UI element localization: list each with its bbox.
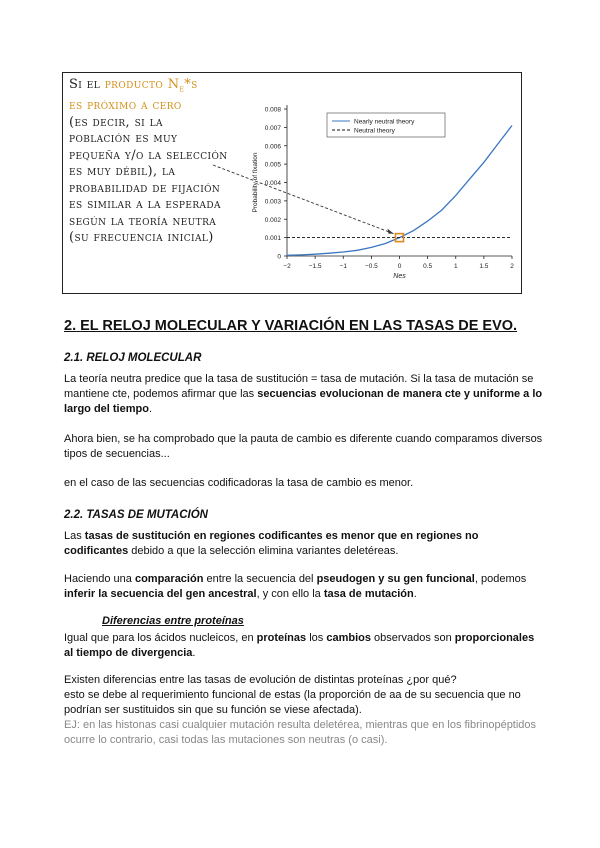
x-tick-label: 2 xyxy=(510,263,514,270)
section-heading xyxy=(64,318,517,334)
note-body: (es decir, si la población es muy pequeña y/o la selección es muy débil), la probabilidad de fijación es similar a la esperada según la teoría neutra (su frecuencia inicial) xyxy=(69,114,228,246)
x-tick-label: −1 xyxy=(339,263,347,270)
y-tick-label: 0.001 xyxy=(264,235,281,243)
pointer-arrow xyxy=(213,165,394,234)
note-sub: e xyxy=(179,84,185,94)
subsection-title-22: 2.2. TASAS DE MUTACIÓN xyxy=(64,509,208,521)
section-number: 2. xyxy=(64,318,77,334)
paragraph-22-1: Las tasas de sustitución en regiones codificantes es menor que en regiones no codificantes debido a que la selección elimina variantes deletéreas. xyxy=(64,530,479,557)
nearly-neutral-line xyxy=(287,126,512,256)
x-tick-label: 0 xyxy=(397,263,402,270)
x-tick-label: −1.5 xyxy=(308,263,322,270)
paragraph-22-4: Existen diferencias entre las tasas de evolución de distintas proteínas ¿por qué? xyxy=(64,674,457,686)
paragraph-22-6: EJ: en las histonas casi cualquier mutación resulta deletérea, mientras que en los fibrinopéptidos ocurre lo contrario, casi todas las mutaciones son neutras (o casi). xyxy=(64,719,537,746)
paragraph-21-3: en el caso de las secuencias codificadoras la tasa de cambio es menor. xyxy=(64,477,414,489)
x-tick-label: −0.5 xyxy=(364,263,378,270)
y-tick-label: 0.005 xyxy=(264,161,281,169)
y-axis-label: Probability of fixation xyxy=(252,152,259,213)
y-tick-label: 0.004 xyxy=(264,180,281,187)
subsection-title-21: 2.1. RELOJ MOLECULAR xyxy=(64,352,202,364)
paragraph-21-1: La teoría neutra predice que la tasa de sustitución = tasa de mutación. Si la tasa de mutación se mantiene cte, podemos afirmar que las secuencias evolucionan de manera cte y uniforme a lo largo del tiempo. xyxy=(64,373,543,415)
paragraph-22-2: Haciendo una comparación entre la secuencia del pseudogen y su gen funcional, podemos inferir la secuencia del gen ancestral, y con ello la tasa de mutación. xyxy=(64,573,527,600)
note-text-1: Si el xyxy=(69,77,101,92)
paragraph-21-2: Ahora bien, se ha comprobado que la pauta de cambio es diferente cuando comparamos diversos tipos de secuencias... xyxy=(64,433,543,460)
x-axis-label: Nes xyxy=(393,273,406,280)
figure-panel xyxy=(62,72,522,294)
y-tick-label: 0.007 xyxy=(264,124,281,132)
paragraph-22-3: Igual que para los ácidos nucleicos, en proteínas los cambios observados son proporcionales al tiempo de divergencia. xyxy=(64,632,535,659)
note-s: *s xyxy=(184,77,198,92)
x-tick-label: 0.5 xyxy=(423,263,433,270)
y-tick-label: 0 xyxy=(277,253,281,261)
y-tick-label: 0.008 xyxy=(264,106,281,114)
x-tick-label: −2 xyxy=(283,263,291,270)
subheading-proteins: Diferencias entre proteínas xyxy=(102,615,244,627)
paragraph-22-5: esto se debe al requerimiento funcional de estas (la proporción de aa de su secuencia que no podrían ser sustituidos sin que su función se viese afectada). xyxy=(64,689,521,716)
y-tick-label: 0.003 xyxy=(264,198,281,206)
note-product: producto N xyxy=(104,77,180,92)
x-tick-label: 1.5 xyxy=(479,263,489,270)
note-highlight-2: es próximo a cero xyxy=(69,98,182,114)
x-tick-label: 1 xyxy=(453,263,458,270)
legend-label: Neutral theory xyxy=(354,127,395,135)
section-title: EL RELOJ MOLECULAR Y VARIACIÓN EN LAS TASAS DE EVO. xyxy=(80,318,518,334)
fixation-chart xyxy=(63,73,523,295)
legend-label: Nearly neutral theory xyxy=(354,118,415,126)
y-tick-label: 0.002 xyxy=(264,216,281,224)
y-tick-label: 0.006 xyxy=(264,143,281,151)
